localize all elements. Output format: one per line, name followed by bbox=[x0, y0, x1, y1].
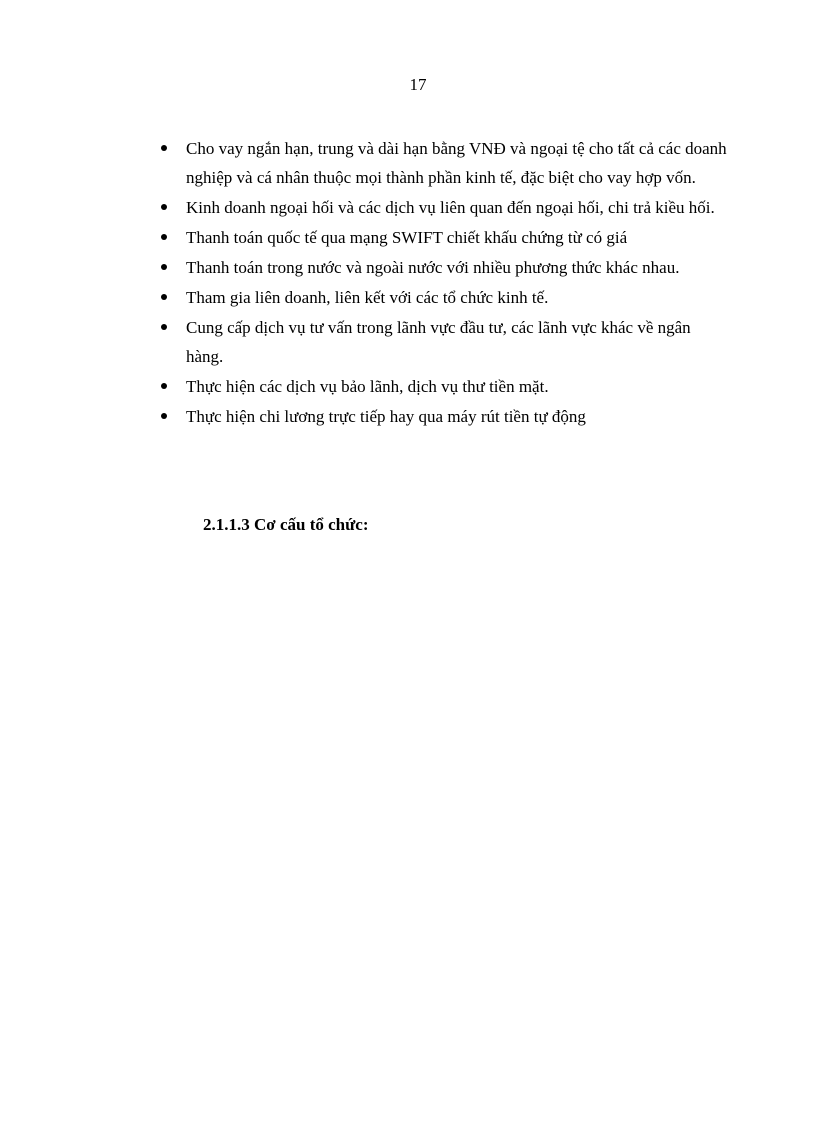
bullet-icon bbox=[161, 413, 167, 419]
list-item bbox=[160, 372, 730, 401]
bullet-icon bbox=[161, 383, 167, 389]
list-item-text: Tham gia liên doanh, liên kết với các tổ chức kinh tế. bbox=[186, 288, 549, 307]
bullet-icon bbox=[161, 324, 167, 330]
list-item-text: Cung cấp dịch vụ tư vấn trong lãnh vực đầu tư, các lãnh vực khác về ngân hàng. bbox=[186, 318, 691, 366]
list-item bbox=[160, 134, 730, 192]
list-item bbox=[160, 402, 730, 431]
list-item bbox=[160, 223, 730, 252]
bullet-icon bbox=[161, 234, 167, 240]
list-item-text: Kinh doanh ngoại hối và các dịch vụ liên quan đến ngoại hối, chi trả kiều hối. bbox=[186, 198, 715, 217]
list-item-text: Thực hiện chi lương trực tiếp hay qua máy rút tiền tự động bbox=[186, 407, 586, 426]
list-item-text: Thanh toán trong nước và ngoài nước với nhiều phương thức khác nhau. bbox=[186, 258, 680, 277]
bullet-icon bbox=[161, 294, 167, 300]
list-item bbox=[160, 253, 730, 282]
bullet-icon bbox=[161, 264, 167, 270]
bullet-icon bbox=[161, 145, 167, 151]
section-heading: 2.1.1.3 Cơ cấu tổ chức: bbox=[203, 515, 369, 534]
list-item-text: Cho vay ngắn hạn, trung và dài hạn bằng VNĐ và ngoại tệ cho tất cả các doanh nghiệp và cá nhân thuộc mọi thành phần kinh tế, đặc biệt cho vay hợp vốn. bbox=[186, 139, 727, 187]
list-item bbox=[160, 313, 730, 371]
page-number: 17 bbox=[409, 75, 427, 94]
list-item bbox=[160, 193, 730, 222]
list-item bbox=[160, 283, 730, 312]
service-bullet-list bbox=[160, 134, 730, 432]
list-item-text: Thực hiện các dịch vụ bảo lãnh, dịch vụ thư tiền mặt. bbox=[186, 377, 549, 396]
bullet-icon bbox=[161, 204, 167, 210]
list-item-text: Thanh toán quốc tế qua mạng SWIFT chiết khấu chứng từ có giá bbox=[186, 228, 628, 247]
